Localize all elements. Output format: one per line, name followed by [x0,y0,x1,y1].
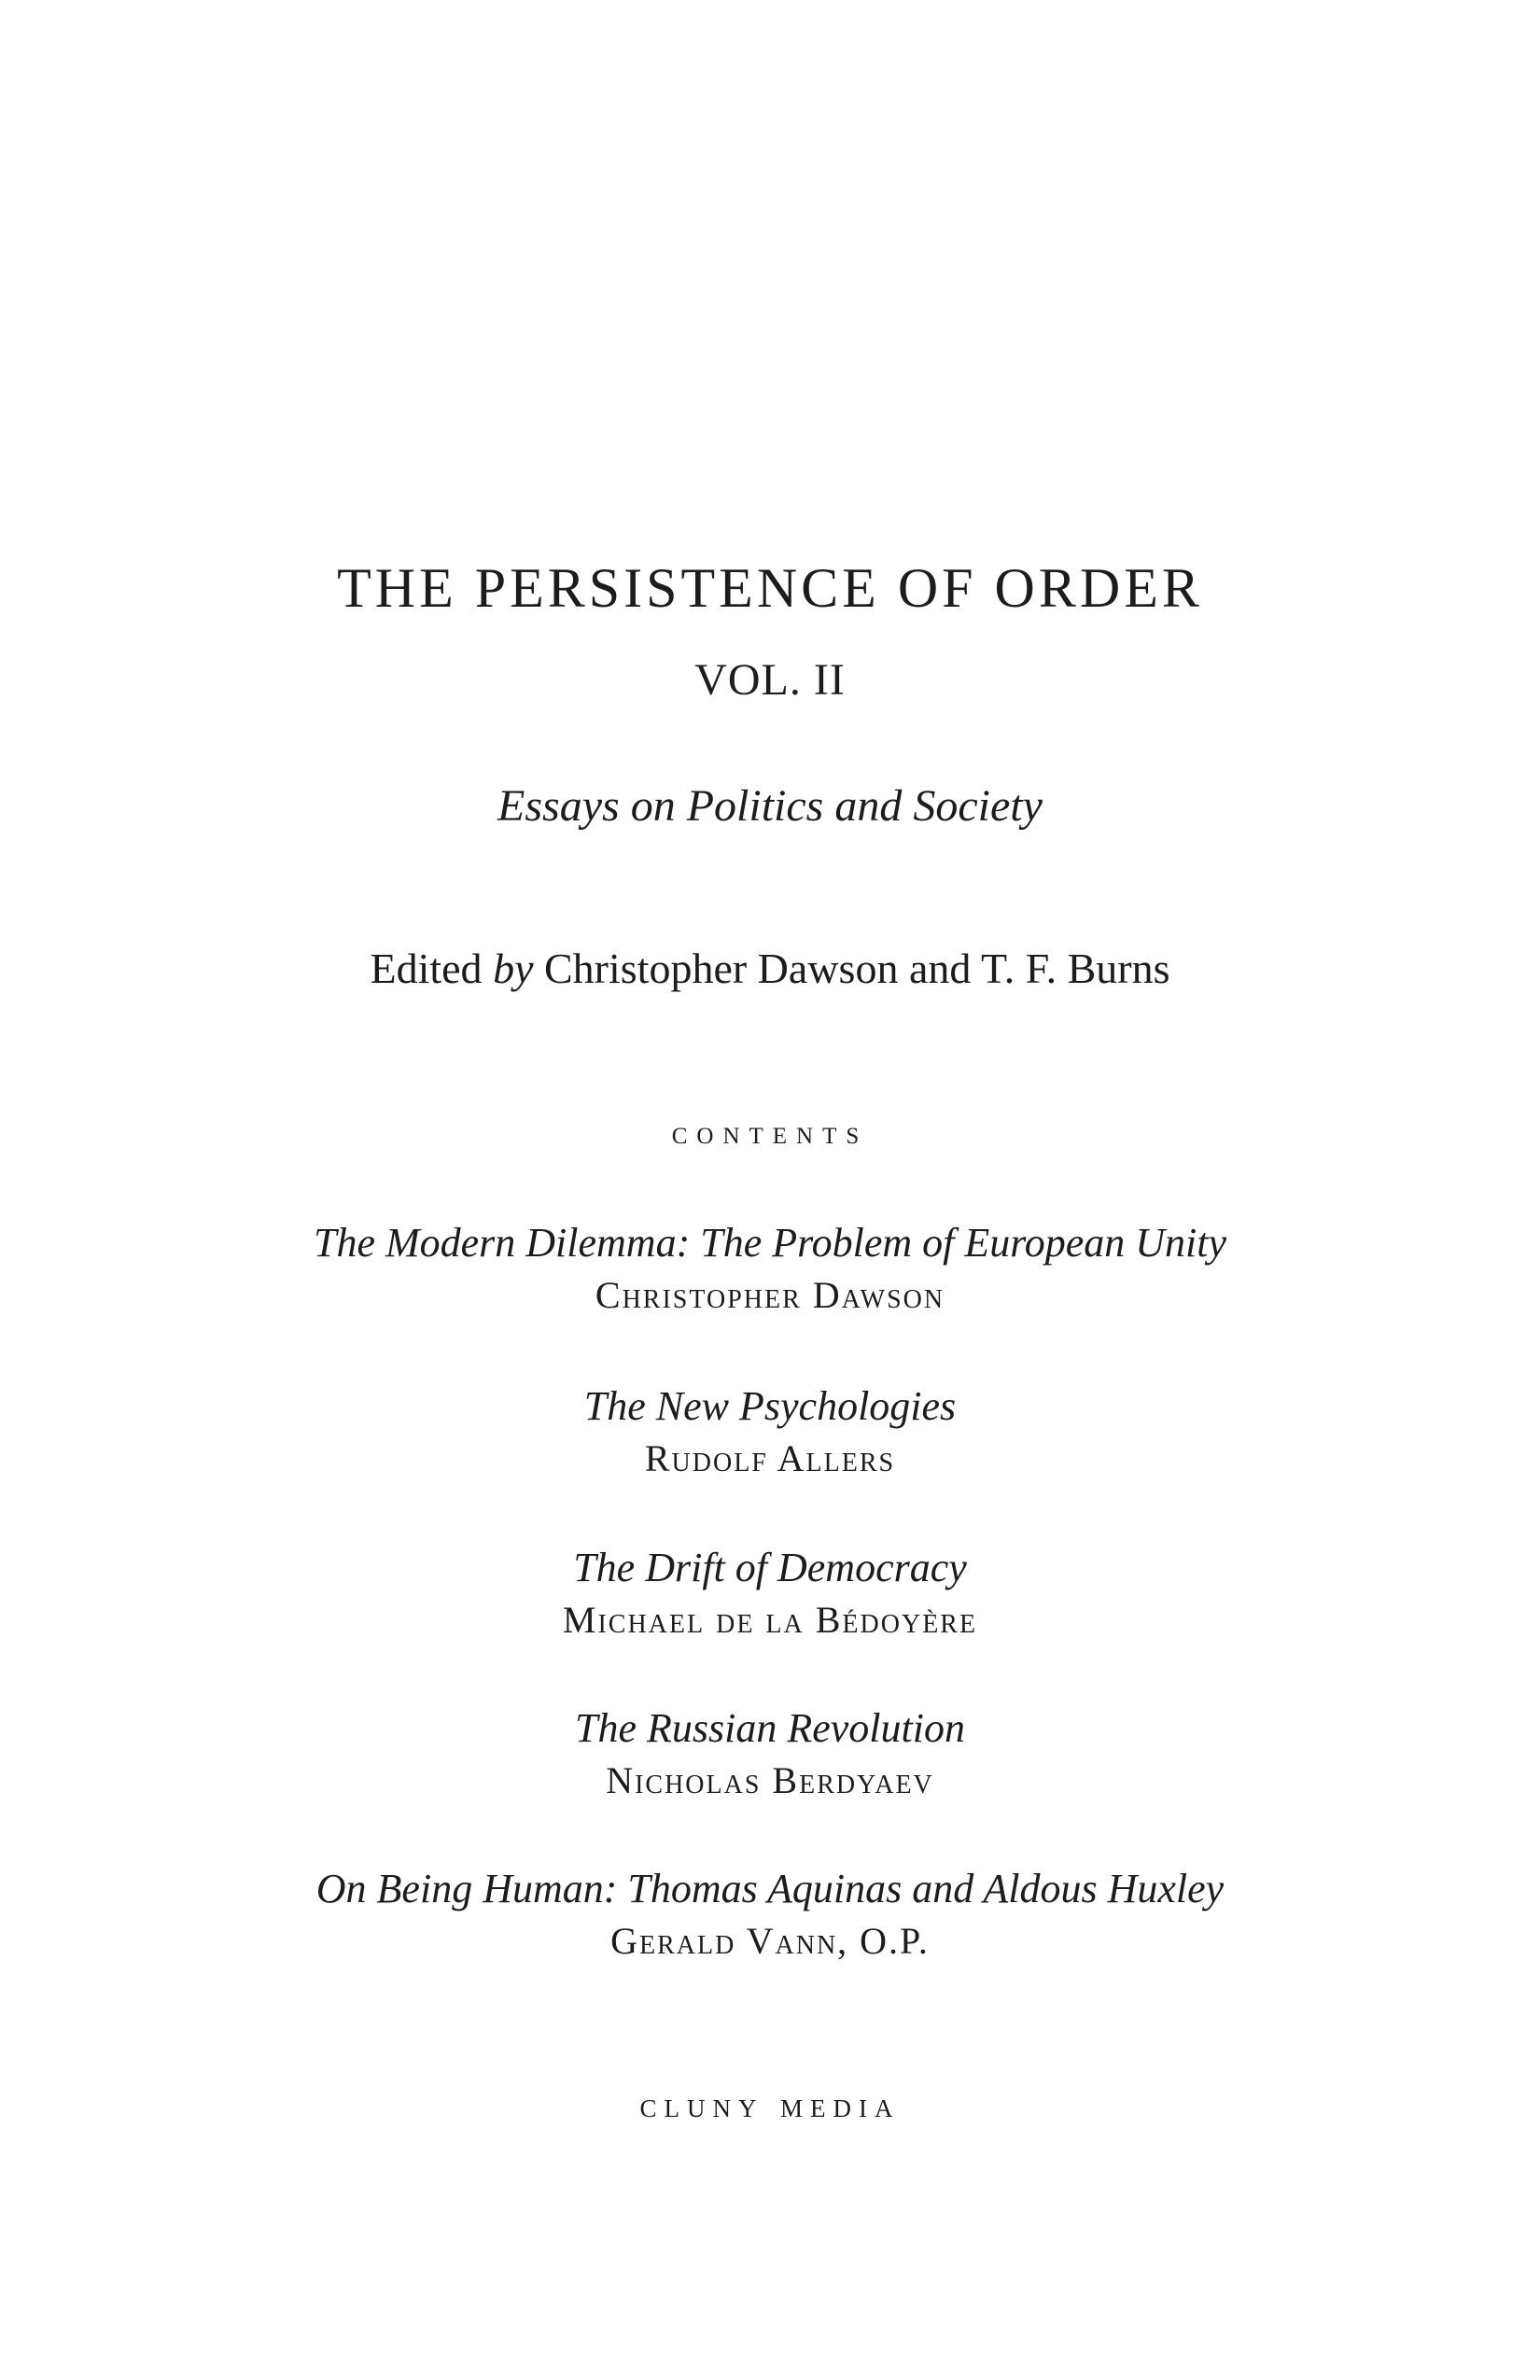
essay-author: Michael de la Bédoyère [562,1599,978,1641]
contents-entry [0,1866,1540,1962]
contents-entry [0,1547,1540,1639]
contents-entry [0,1705,1540,1801]
book-subtitle: Essays on Politics and Society [497,781,1043,831]
contents-entry [0,1220,1540,1316]
essay-title: The New Psychologies [583,1383,957,1429]
essay-title: The Modern Dilemma: The Problem of European Unity [313,1220,1227,1266]
publisher-name: cluny media [639,2086,901,2125]
editors-by: by [493,945,534,992]
editors-prefix: Edited [370,945,483,992]
essay-author: Gerald Vann, O.P. [610,1920,930,1962]
book-title: THE PERSISTENCE OF ORDER [337,557,1203,619]
essay-author: Nicholas Berdyaev [606,1759,934,1801]
editors-names: Christopher Dawson and T. F. Burns [543,945,1170,992]
editors-line [0,947,1540,990]
contents-entry [0,1383,1540,1479]
essay-author: Rudolf Allers [644,1437,896,1479]
contents-heading: contents [671,1113,869,1151]
essay-title: The Russian Revolution [575,1705,965,1751]
essay-title: On Being Human: Thomas Aquinas and Aldous Huxley [315,1866,1225,1911]
essay-author: Christopher Dawson [595,1274,945,1316]
essay-title: The Drift of Democracy [573,1545,967,1590]
volume-number: VOL. II [694,655,846,705]
